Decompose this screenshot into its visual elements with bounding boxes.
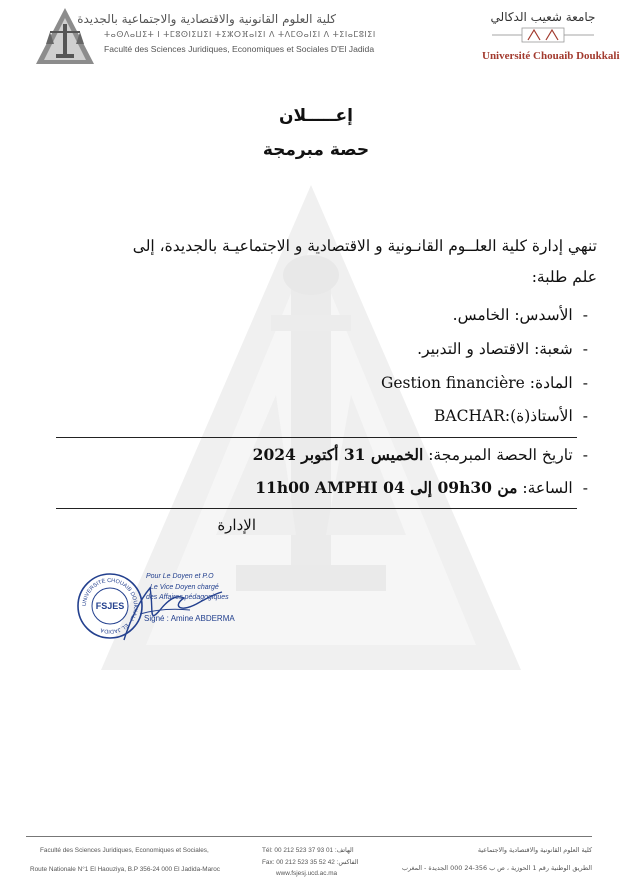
footer-address-fr-line-1: Faculté des Sciences Juridiques, Economiques et Sociales, — [40, 847, 209, 854]
seal-ring-text: UNIVERSITÉ CHOUAIB DOUKKALI · EL JADIDA — [81, 577, 139, 635]
faculty-name-tifinagh: ⵜⴰⵙⴷⴰⵡⵉⵜ ⵏ ⵜⵎⵓⵙⵏⵉⵡⵉⵏ ⵜⵉⵣⵔⴼⴰⵏⵉⵏ ⴷ ⵜⴷⵎⵙⴰⵏⵉⵏ ⴷ ⵜⵉⵏⴰⵎⵓⵏⵉⵏ — [104, 30, 376, 39]
announcement-title: إعـــــلان — [279, 106, 353, 126]
university-name-arabic: جامعة شعيب الدكالي — [490, 10, 596, 24]
list-item-branch: -شعبة: الاقتصاد و التدبير. — [417, 340, 588, 358]
item-value: Gestion financière — [380, 374, 525, 392]
divider-top — [56, 437, 577, 438]
divider-bottom — [56, 508, 577, 509]
item-label: شعبة: — [534, 340, 573, 358]
item-value: الاقتصاد و التدبير. — [417, 340, 530, 358]
list-item-session-time: -الساعة: من 09h30 إلى 11h00 AMPHI 04 — [255, 478, 588, 497]
item-value: من 09h30 إلى 11h00 AMPHI 04 — [255, 478, 518, 497]
stamp-signed-by: Signé : Amine ABDERMA — [144, 614, 235, 623]
faculty-name-arabic: كلية العلوم القانونية والاقتصادية والاجتماعية بالجديدة — [77, 12, 336, 26]
signatory-administration: الإدارة — [217, 516, 256, 534]
item-value: الخميس 31 أكتوبر 2024 — [252, 445, 424, 464]
handwritten-signature-icon — [110, 580, 230, 642]
item-label: المادة: — [529, 374, 573, 392]
footer-address-ar-line-1: كلية العلوم القانونية والاقتصادية والاجتماعية — [477, 846, 592, 854]
university-name-french: Université Chouaib Doukkali — [482, 50, 620, 62]
footer-address-fr-line-2: Route Nationale N°1 El Haouziya, B.P 356-24 000 El Jadida-Maroc — [30, 866, 221, 873]
university-emblem-icon — [492, 27, 594, 43]
item-value: BACHAR — [434, 407, 505, 425]
seal-center-text: FSJES — [95, 601, 125, 611]
footer-divider — [26, 836, 592, 837]
footer-website-link[interactable]: www.fsjesj.ucd.ac.ma — [276, 870, 338, 877]
list-item-subject: -المادة: Gestion financière — [380, 374, 588, 392]
item-label: الأسدس: — [514, 306, 573, 324]
faculty-name-french: Faculté des Sciences Juridiques, Economiques et Sociales D'El Jadida — [104, 44, 375, 54]
footer-address-ar-line-2: الطريق الوطنية رقم 1 الحوزية ، ص ب 356-24 000 الجديدة - المغرب — [401, 864, 592, 872]
announcement-subtitle: حصة مبرمجة — [262, 140, 370, 160]
list-item-session-date: -تاريخ الحصة المبرمجة: الخميس 31 أكتوبر 2024 — [252, 445, 588, 464]
footer-phone: Tél: 00 212 523 37 93 01 :الهاتف — [262, 847, 354, 854]
intro-paragraph-line-1: تنهي إدارة كلية العلــوم القانـونية و الاقتصادية و الاجتماعيـة بالجديدة، إلى — [132, 237, 597, 255]
stamp-text-line-1: Pour Le Doyen et P.O — [146, 573, 214, 580]
intro-paragraph-line-2: علم طلبة: — [531, 268, 597, 286]
item-value: الخامس. — [452, 306, 510, 324]
item-label: الساعة: — [522, 479, 573, 497]
footer-fax: Fax: 00 212 523 35 52 42 :الفاكس — [262, 859, 359, 866]
list-item-semester: -الأسدس: الخامس. — [452, 306, 588, 324]
item-label: تاريخ الحصة المبرمجة: — [428, 446, 573, 464]
list-item-professor: -الأستاذ(ة):BACHAR — [434, 407, 588, 425]
item-label: الأستاذ(ة): — [504, 407, 573, 425]
stamp-text-line-2: Le Vice Doyen chargé — [150, 584, 219, 591]
stamp-text-line-3: des Affaires pédagogiques — [146, 594, 229, 601]
